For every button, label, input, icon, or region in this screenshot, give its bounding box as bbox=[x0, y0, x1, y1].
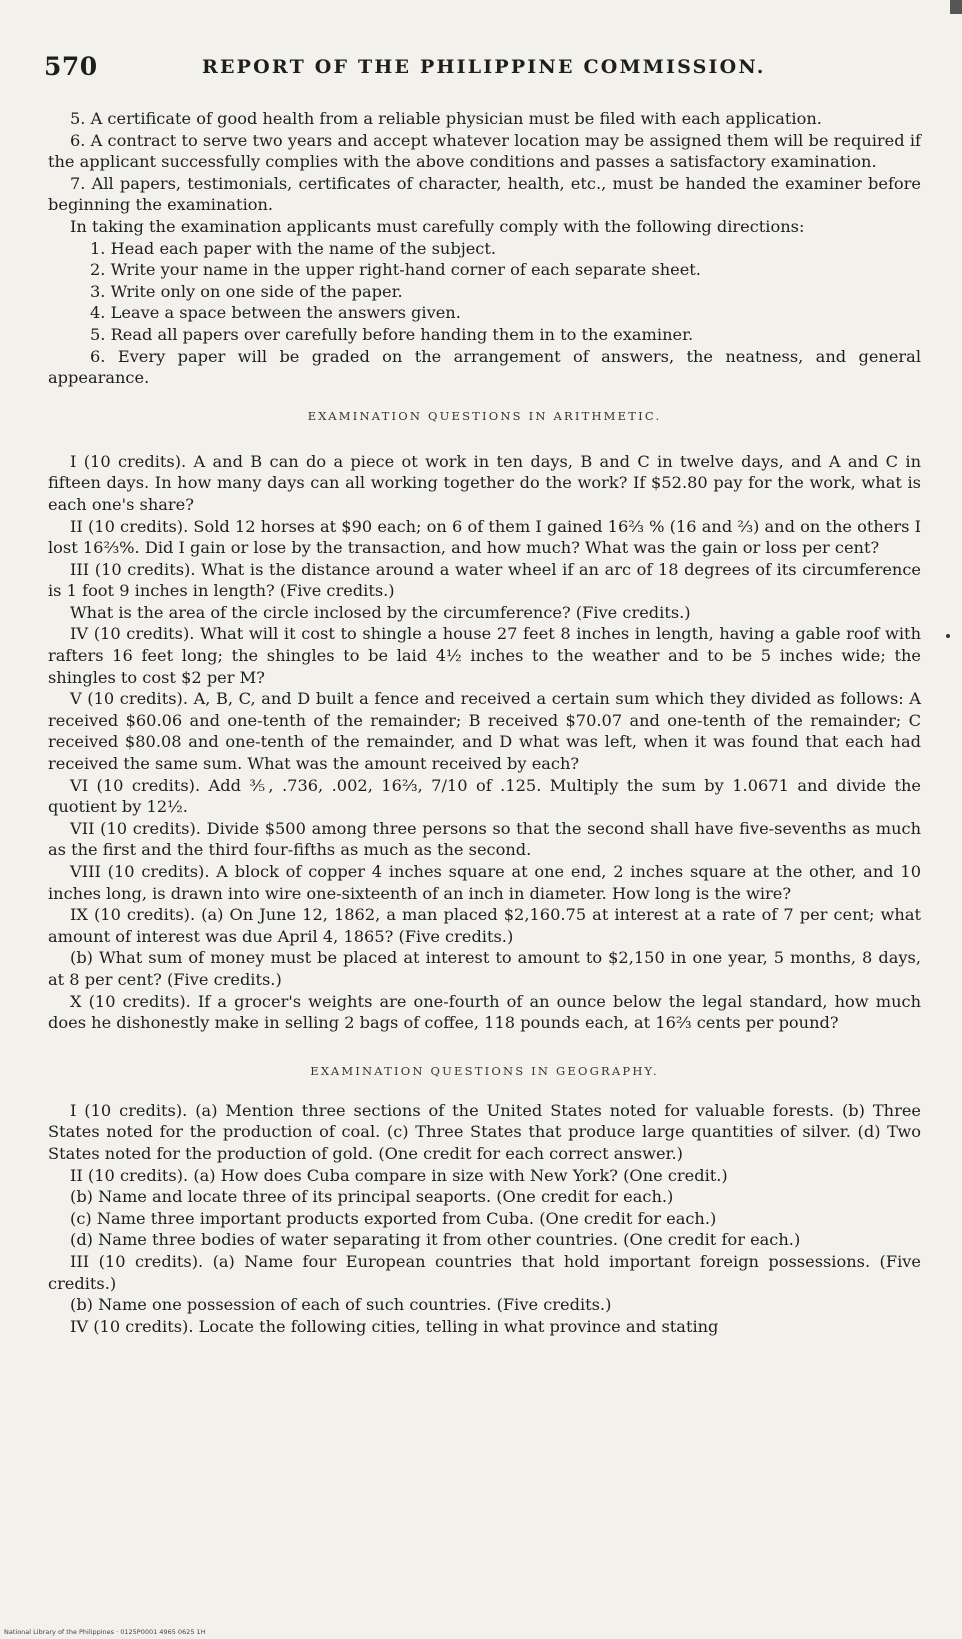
scan-footer: National Library of the Philippines · 0125P0001 4965 0625 1H bbox=[4, 1628, 206, 1636]
requirement-7: 7. All papers, testimonials, certificates of character, health, etc., must be handed the examiner before beginning the examination. bbox=[48, 173, 921, 215]
directions-intro: In taking the examination applicants must carefully comply with the following directions: bbox=[70, 216, 805, 236]
geography-question-4: IV (10 credits). Locate the following cities, telling in what province and stating bbox=[70, 1316, 719, 1336]
running-title: REPORT OF THE PHILIPPINE COMMISSION. bbox=[202, 56, 766, 78]
arithmetic-question-5: V (10 credits). A, B, C, and D built a fence and received a certain sum which they divided as follows: A received $60.06 and one-tenth of the remainder; B received $70.07 and one-tenth of the remainder; C received $80.08 and one-tenth of the remainder, and D what was left, when it was found that each had received the same sum. What was the amount received by each? bbox=[48, 689, 921, 774]
arithmetic-question-7: VII (10 credits). Divide $500 among three persons so that the second shall have five-sevenths as much as the first and the third four-fifths as much as the second. bbox=[48, 818, 921, 860]
scan-edge-mark bbox=[950, 0, 962, 14]
geography-question-2b: (b) Name and locate three of its principal seaports. (One credit for each.) bbox=[70, 1187, 674, 1207]
geography-question-3b: (b) Name one possession of each of such countries. (Five credits.) bbox=[70, 1295, 612, 1315]
geography-question-3a: III (10 credits). (a) Name four European countries that hold important foreign possessions. (Five credits.) bbox=[48, 1251, 921, 1293]
arithmetic-question-3: III (10 credits). What is the distance around a water wheel if an arc of 18 degrees of its circumference is 1 foot 9 inches in length? (Five credits.) bbox=[48, 559, 921, 601]
geography-question-2d: (d) Name three bodies of water separating it from other countries. (One credit for each.) bbox=[70, 1230, 801, 1250]
arithmetic-question-6: VI (10 credits). Add ⅗, .736, .002, 16⅔, 7/10 of .125. Multiply the sum by 1.0671 and divide the quotient by 12½. bbox=[48, 775, 921, 817]
direction-3: 3. Write only on one side of the paper. bbox=[90, 281, 403, 301]
arithmetic-question-8: VIII (10 credits). A block of copper 4 inches square at one end, 2 inches square at the other, and 10 inches long, is drawn into wire one-sixteenth of an inch in diameter. How long is the wire? bbox=[48, 862, 921, 903]
geography-question-2c: (c) Name three important products exported from Cuba. (One credit for each.) bbox=[70, 1208, 717, 1228]
arithmetic-question-10: X (10 credits). If a grocer's weights are one-fourth of an ounce below the legal standard, how much does he dishonestly make in selling 2 bags of coffee, 118 pounds each, at 16⅔ cents per pound? bbox=[48, 991, 921, 1033]
page-number: 570 bbox=[44, 52, 98, 81]
arithmetic-question-2: II (10 credits). Sold 12 horses at $90 each; on 6 of them I gained 16⅔ % (16 and ⅔) and on the others I lost 16⅔%. Did I gain or lose by the transaction, and how much? What was the gain or loss per cent? bbox=[48, 516, 921, 558]
page-body bbox=[48, 108, 921, 1337]
geography-question-1: I (10 credits). (a) Mention three sections of the United States noted for valuable forests. (b) Three States noted for the production of coal. (c) Three States that produce large quantities of silver. (d) Two States noted for the production of gold. (One credit for each correct answer.) bbox=[48, 1100, 921, 1163]
direction-6: 6. Every paper will be graded on the arrangement of answers, the neatness, and general appearance. bbox=[48, 346, 921, 388]
geography-question-2a: II (10 credits). (a) How does Cuba compare in size with New York? (One credit.) bbox=[70, 1165, 728, 1185]
arithmetic-question-9b: (b) What sum of money must be placed at interest to amount to $2,150 in one year, 5 months, 8 days, at 8 per cent? (Five credits.) bbox=[48, 948, 921, 989]
requirement-5: 5. A certificate of good health from a reliable physician must be filed with each application. bbox=[70, 109, 822, 128]
arithmetic-question-3b: What is the area of the circle inclosed by the circumference? (Five credits.) bbox=[70, 602, 691, 622]
direction-4: 4. Leave a space between the answers given. bbox=[90, 303, 461, 323]
direction-2: 2. Write your name in the upper right-hand corner of each separate sheet. bbox=[90, 260, 701, 280]
arithmetic-question-1: I (10 credits). A and B can do a piece ot work in ten days, B and C in twelve days, and A and C in fifteen days. In how many days can all working together do the work? If $52.80 pay for the work, what is each one's share? bbox=[48, 451, 921, 514]
arithmetic-question-9a: IX (10 credits). (a) On June 12, 1862, a man placed $2,160.75 at interest at a rate of 7 per cent; what amount of interest was due April 4, 1865? (Five credits.) bbox=[48, 905, 921, 946]
direction-1: 1. Head each paper with the name of the subject. bbox=[90, 238, 497, 258]
direction-5: 5. Read all papers over carefully before handing them in to the examiner. bbox=[90, 324, 694, 344]
arithmetic-question-4: IV (10 credits). What will it cost to shingle a house 27 feet 8 inches in length, having a gable roof with rafters 16 feet long; the shingles to be laid 4½ inches to the weather and to be 5 inches wide; the shingles to cost $2 per M? bbox=[48, 624, 921, 687]
scan-dot-mark bbox=[946, 634, 950, 638]
page-header bbox=[44, 52, 924, 88]
geography-heading: EXAMINATION QUESTIONS IN GEOGRAPHY. bbox=[310, 1063, 659, 1078]
requirement-6: 6. A contract to serve two years and accept whatever location may be assigned them will be required if the applicant successfully complies with the above conditions and passes a satisfactory examination. bbox=[48, 130, 921, 172]
arithmetic-heading: EXAMINATION QUESTIONS IN ARITHMETIC. bbox=[307, 408, 662, 423]
